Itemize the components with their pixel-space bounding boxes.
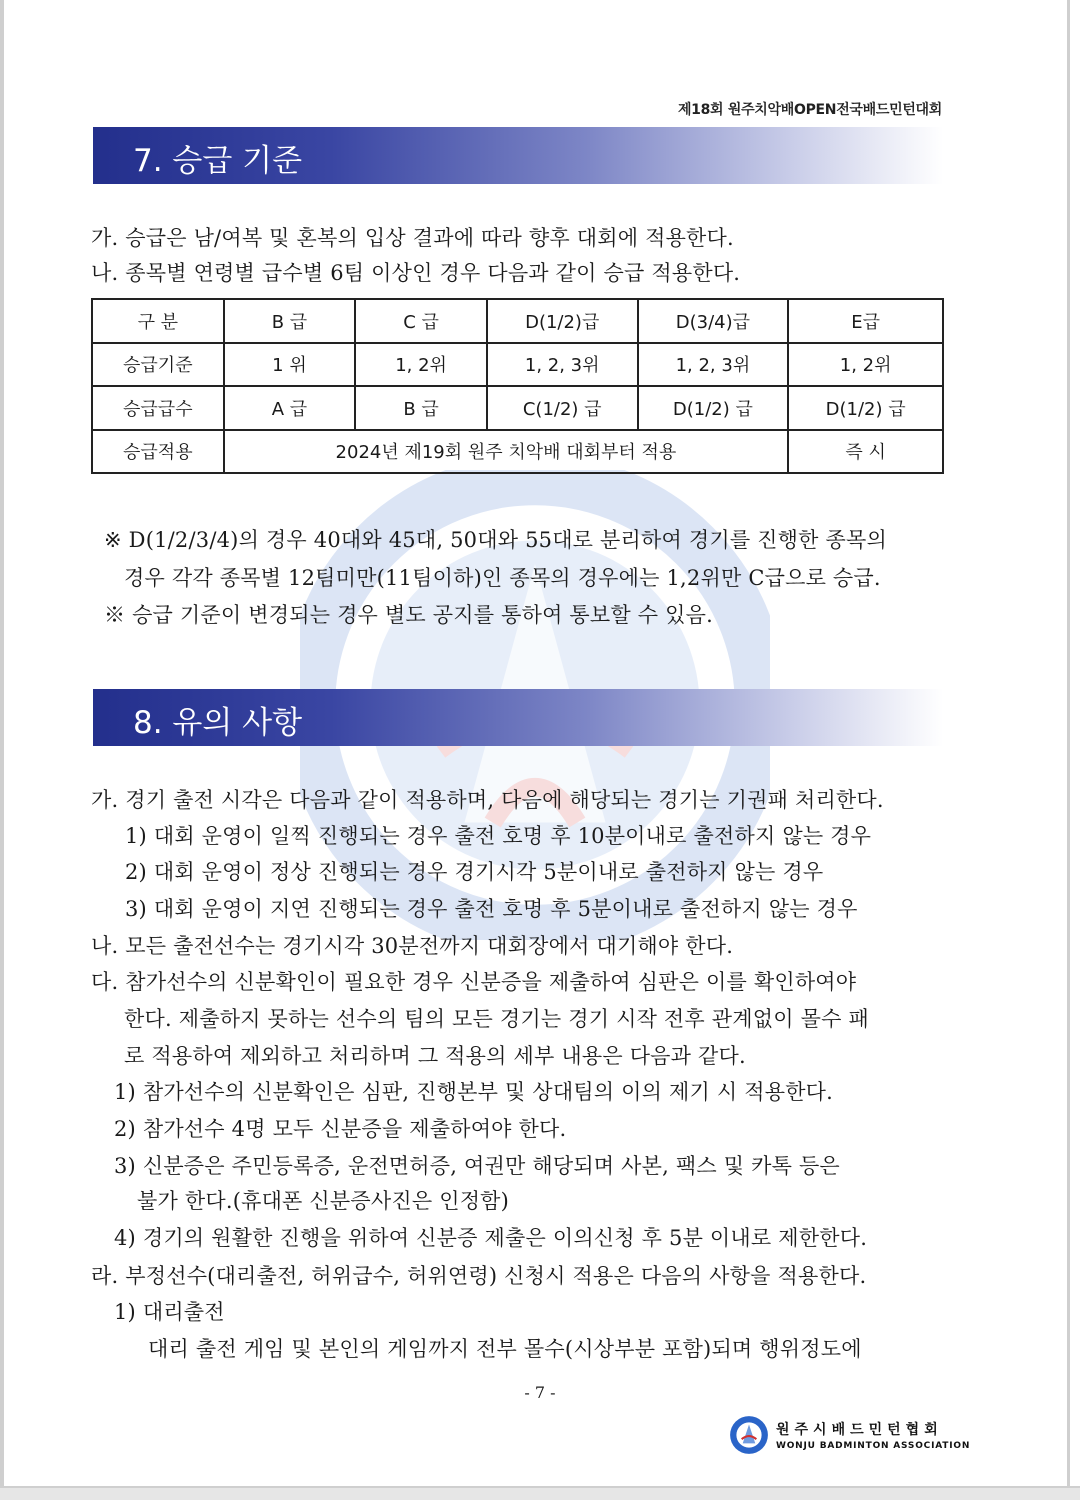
table-row: [92, 386, 943, 430]
table-header-cell: 구 분: [92, 299, 224, 343]
table-cell: C(1/2) 급: [487, 386, 638, 430]
table-cell: 1, 2, 3위: [487, 343, 638, 387]
footer-logo: [728, 1414, 970, 1456]
table-cell: 승급적용: [92, 430, 224, 474]
section-8-line: 불가 한다.(휴대폰 신분증사진은 인정함): [137, 1189, 510, 1213]
table-merged-cell: 2024년 제19회 원주 치악배 대회부터 적용: [224, 430, 789, 474]
table-cell: 1 위: [224, 343, 356, 387]
section-7-line-1: 가. 승급은 남/여복 및 혼복의 입상 결과에 따라 향후 대회에 적용한다.: [91, 226, 734, 250]
section-8-line: 3) 신분증은 주민등록증, 운전면허증, 여권만 해당되며 사본, 팩스 및 카톡 등은: [114, 1154, 840, 1178]
table-cell: 승급급수: [92, 386, 224, 430]
section-8-title: 8. 유의 사항: [133, 705, 303, 741]
section-8-line: 나. 모든 출전선수는 경기시각 30분전까지 대회장에서 대기해야 한다.: [91, 934, 734, 958]
page-frame-bottom: [0, 1486, 1080, 1500]
table-row: [92, 430, 943, 474]
section-8-line: 1) 대회 운영이 일찍 진행되는 경우 출전 호명 후 10분이내로 출전하지 않는 경우: [125, 824, 872, 848]
section-8-line: 다. 참가선수의 신분확인이 필요한 경우 신분증을 제출하여 심판은 이를 확인하여야: [91, 970, 857, 994]
section-8-line: 라. 부정선수(대리출전, 허위급수, 허위연령) 신청시 적용은 다음의 사항을 적용한다.: [91, 1264, 867, 1288]
section-8-line: 로 적용하여 제외하고 처리하며 그 적용의 세부 내용은 다음과 같다.: [124, 1044, 746, 1068]
table-cell: 즉 시: [788, 430, 943, 474]
page-frame-right: [1067, 0, 1070, 1500]
section-8-header: [93, 689, 943, 746]
section-7-title: 7. 승급 기준: [133, 143, 303, 179]
table-cell: A 급: [224, 386, 356, 430]
section-8-line: 2) 참가선수 4명 모두 신분증을 제출하여야 한다.: [114, 1117, 567, 1141]
association-logo-icon: [728, 1414, 770, 1456]
table-row: [92, 299, 943, 343]
section-8-line: 1) 참가선수의 신분확인은 심판, 진행본부 및 상대팀의 이의 제기 시 적용한다.: [114, 1080, 834, 1104]
table-row: [92, 343, 943, 387]
section-7-header: [93, 127, 943, 184]
table-header-cell: E급: [788, 299, 943, 343]
section-7-note-2: 경우 각각 종목별 12팀미만(11팀이하)인 종목의 경우에는 1,2위만 C급으로 승급.: [124, 566, 881, 590]
section-8-line: 2) 대회 운영이 정상 진행되는 경우 경기시각 5분이내로 출전하지 않는 경우: [125, 860, 824, 884]
section-8-line: 대리 출전 게임 및 본인의 게임까지 전부 몰수(시상부분 포함)되며 행위정도에: [148, 1337, 862, 1361]
grade-table: [91, 298, 944, 474]
section-8-line: 3) 대회 운영이 지연 진행되는 경우 출전 호명 후 5분이내로 출전하지 않는 경우: [125, 897, 858, 921]
table-header-cell: D(3/4)급: [638, 299, 789, 343]
footer-org-korean: 원주시배드민턴협회: [776, 1422, 943, 1438]
table-cell: 1, 2위: [355, 343, 487, 387]
page-number: - 7 -: [524, 1383, 556, 1402]
section-8-line: 1) 대리출전: [114, 1300, 225, 1324]
section-8-line: 4) 경기의 원활한 진행을 위하여 신분증 제출은 이의신청 후 5분 이내로 제한한다.: [114, 1226, 868, 1250]
table-cell: D(1/2) 급: [788, 386, 943, 430]
table-cell: 승급기준: [92, 343, 224, 387]
table-header-cell: C 급: [355, 299, 487, 343]
table-header-cell: B 급: [224, 299, 356, 343]
section-7-note-3: ※ 승급 기준이 변경되는 경우 별도 공지를 통하여 통보할 수 있음.: [104, 603, 713, 627]
footer-org-english: WONJU BADMINTON ASSOCIATION: [776, 1441, 971, 1451]
table-cell: 1, 2, 3위: [638, 343, 789, 387]
table-header-cell: D(1/2)급: [487, 299, 638, 343]
table-cell: D(1/2) 급: [638, 386, 789, 430]
table-cell: B 급: [355, 386, 487, 430]
running-header: 제18회 원주치악배OPEN전국배드민턴대회: [677, 102, 942, 118]
section-8-line: 한다. 제출하지 못하는 선수의 팀의 모든 경기는 경기 시작 전후 관계없이 몰수 패: [124, 1007, 869, 1031]
page-frame-left: [0, 0, 4, 1500]
section-7-note-1: ※ D(1/2/3/4)의 경우 40대와 45대, 50대와 55대로 분리하여 경기를 진행한 종목의: [104, 528, 887, 552]
table-cell: 1, 2위: [788, 343, 943, 387]
section-8-line: 가. 경기 출전 시각은 다음과 같이 적용하며, 다음에 해당되는 경기는 기권패 처리한다.: [91, 788, 884, 812]
section-7-line-2: 나. 종목별 연령별 급수별 6팀 이상인 경우 다음과 같이 승급 적용한다.: [91, 261, 741, 285]
